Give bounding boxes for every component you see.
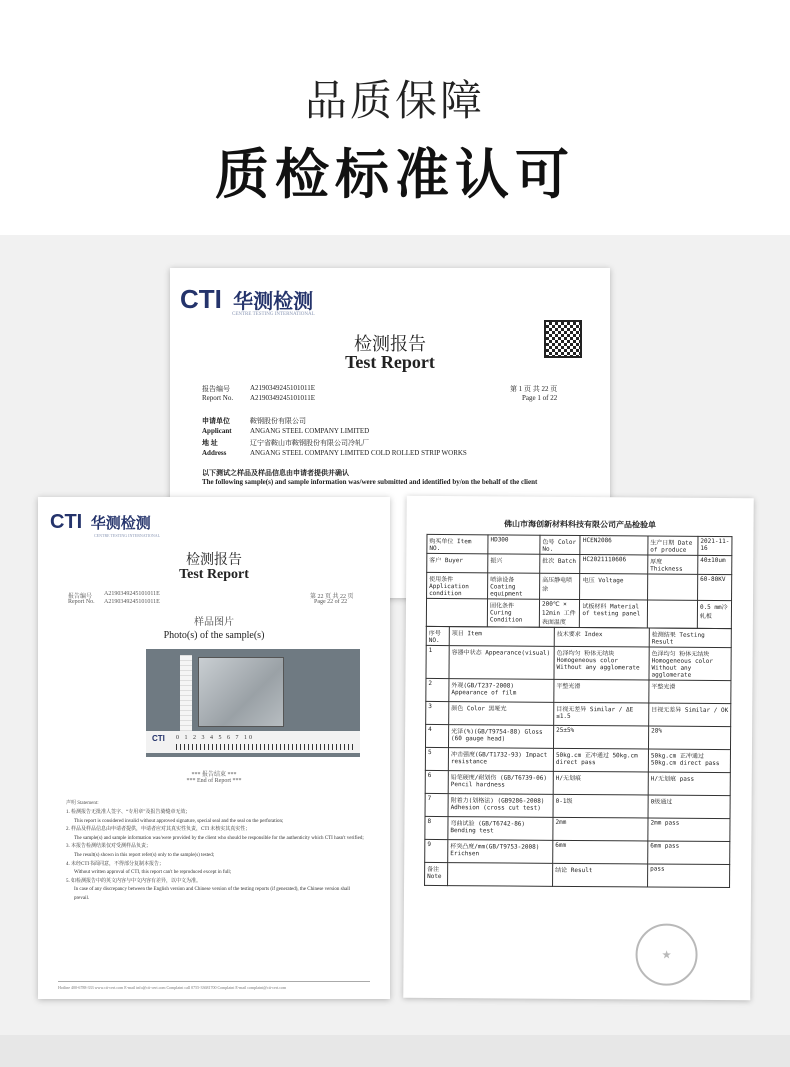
address-label-en: Address (202, 449, 227, 457)
applicant-value-en: ANGANG STEEL COMPANY LIMITED (250, 427, 370, 435)
end-of-report-en: *** End of Report *** (186, 778, 242, 784)
report-title-cn: 检测报告 (186, 552, 242, 568)
header-cell: 电压 Voltage (580, 574, 648, 600)
table-cell: 0-1级 (553, 794, 648, 818)
report-title-cn: 检测报告 (354, 334, 426, 355)
table-cell: 25±5% (553, 725, 648, 749)
table-cell: H/无划痕 (553, 771, 648, 795)
sample-photo (146, 649, 360, 757)
report-no-value-en: A2190349245101011E (250, 394, 316, 402)
table-row (425, 862, 730, 887)
table-cell: 6mm (553, 840, 648, 864)
report-no-label-en: Report No. (68, 599, 95, 605)
header-cell: HD300 (488, 535, 540, 554)
table-cell: 7 (425, 793, 448, 816)
report-no-value: A2190349245101011E (104, 591, 160, 597)
header-row (427, 553, 732, 574)
table-cell: 2mm (553, 817, 648, 841)
table-row (426, 724, 731, 749)
table-cell: 6mm pass (648, 841, 730, 865)
ruler-logo: CTI (152, 734, 165, 743)
table-row (425, 839, 730, 864)
table-cell: 附着力(划格法) (GB9286-2008) Adhesion (cross cut test) (448, 794, 553, 818)
header-cell: 0.5 mm冷轧板 (697, 600, 731, 628)
statement-line: 1. 检测报告无批准人签字、“专用章”及报告骑缝章无效； (66, 810, 191, 815)
end-of-report-cn: *** 报告结束 *** (191, 772, 237, 778)
table-row (426, 678, 731, 703)
header-cell: 高压静电喷涂 (540, 573, 581, 599)
report-no-label-en: Report No. (202, 394, 234, 402)
table-cell: 4 (426, 724, 449, 747)
table-cell: 备注 Note (425, 862, 448, 885)
report-no-label-cn: 报告编号 (68, 594, 93, 600)
table-cell: 8 (425, 816, 448, 839)
header-cell: 色号 Color No. (540, 535, 581, 554)
page-number-en: Page 1 of 22 (522, 394, 558, 402)
table-cell: 50kg.cm 正冲通过 50kg.cm direct pass (648, 749, 730, 773)
bottom-band (0, 1035, 790, 1067)
ruler-horizontal (146, 731, 360, 753)
company-stamp (635, 923, 697, 985)
report-no-label-cn: 报告编号 (202, 385, 230, 393)
page-number-en: Page 22 of 22 (314, 599, 348, 605)
photo-title-en: Photo(s) of the sample(s) (163, 630, 265, 641)
photo-title-cn: 样品图片 (194, 617, 234, 628)
address-label-cn: 地 址 (202, 439, 218, 447)
cti-logo: CTI 华测检测 (50, 511, 151, 533)
inspection-title: 佛山市海创新材料科技有限公司产品检验单 (504, 519, 657, 530)
table-cell: 28% (648, 726, 730, 750)
header-cell: 试板材料 Material of testing panel (580, 600, 648, 628)
header-cell: HC2021110606 (580, 555, 648, 574)
statement-line: 5. 如检测报告中的英文内容与中文内容有差异，以中文为准。 (66, 878, 202, 884)
table-cell: 弯曲试验 (GB/T6742-86) Bending test (448, 817, 553, 841)
page-number-cn: 第 1 页 共 22 页 (510, 385, 558, 393)
table-cell: 颜色 Color 黑哑光 (449, 702, 554, 726)
header-cell: 2021-11-16 (698, 536, 732, 555)
header-cell: 厚度 Thickness (648, 555, 698, 574)
table-cell: H/无划痕 pass (648, 772, 730, 796)
heading-inspection-certified: 质检标准认可 (215, 143, 575, 206)
header-cell: 喷涂设备 Coating equipment (488, 573, 540, 599)
sample-note-cn: 以下测试之样品及样品信息由申请者提供并确认 (202, 469, 349, 477)
header-cell: 振兴 (488, 554, 540, 573)
header-cell: 60-80KV (698, 574, 732, 600)
header-cell: 批次 Batch (540, 554, 581, 573)
ruler-vertical (180, 655, 192, 741)
col-header-result: 检测结果 Testing Result (649, 628, 731, 648)
inspection-results-table (424, 626, 732, 888)
header-cell (647, 600, 697, 628)
statement-line: 3. 本报告检测结果仅对受测样品负责； (66, 844, 152, 850)
statement-line: The result(s) shown in this report refer(s) only to the sample(s) tested; (74, 852, 215, 858)
table-cell: 铅笔硬度/耐划伤 (GB/T6739-06) Pencil hardness (448, 771, 553, 795)
table-cell: 容器中状态 Appearance(visual) (449, 646, 554, 680)
header-row (427, 534, 732, 555)
table-row (425, 747, 730, 772)
report-no-value-cn: A2190349245101011E (250, 384, 316, 392)
header-row (426, 598, 731, 628)
table-cell: 色泽均匀 粉体无结块 Homogeneous color Without any agglomerate (649, 647, 731, 681)
logo-subtitle: CENTRE TESTING INTERNATIONAL (94, 533, 161, 538)
header-cell: 固化条件 Curing Condition (487, 599, 539, 627)
statement-line: In case of any discrepancy between the English version and Chinese version of the testing reports (if generated), the Chinese version shall prevail. (74, 887, 351, 901)
address-value-en: ANGANG STEEL COMPANY LIMITED COLD ROLLED STRIP WORKS (250, 449, 467, 457)
table-row (425, 816, 730, 841)
table-cell: 目视无差异 Similar / ΔE ≤1.5 (554, 702, 649, 726)
footer-rule (58, 981, 370, 982)
table-cell: 外观(GB/T237-2008) Appearance of film (449, 679, 554, 703)
ruler-numbers: 0 1 2 3 4 5 6 7 10 (176, 735, 254, 741)
statement-line: This report is considered invalid without approved signature, special seal and the seal on the perforation; (74, 818, 284, 824)
address-value-cn: 辽宁省鞍山市鞍钢股份有限公司冷轧厂 (250, 439, 369, 447)
inspection-header-table (426, 534, 733, 629)
test-report-photo-page (38, 497, 390, 999)
table-cell: 1 (426, 645, 449, 678)
report-title-en: Test Report (345, 352, 435, 372)
statement-line: The sample(s) and sample information was/were provided by the client who should be responsible for the authenticity which CTI hasn't verified; (74, 835, 364, 841)
table-cell: 3 (426, 701, 449, 724)
heading-quality-assurance: 品质保障 (304, 76, 485, 125)
applicant-value-cn: 鞍钢股份有限公司 (250, 417, 306, 425)
applicant-label-en: Applicant (202, 427, 232, 435)
header-cell: 40±10um (698, 555, 732, 574)
report-footer: Hotline 400-6788-333 www.cti-cert.com E-mail info@cti-cert.com Complaint call 0755-33681700 Complaint E-mail complaint@cti-cert.com (58, 985, 287, 990)
table-cell (448, 863, 553, 887)
header-cell: 客户 Buyer (427, 553, 488, 572)
report-title-en: Test Report (179, 567, 249, 582)
header-cell: 购买单位 Item NO. (427, 534, 488, 553)
header-cell: 生产日期 Date of produce (648, 536, 698, 555)
header-cell: 使用条件 Application condition (427, 572, 488, 598)
col-header-item: 项目 Item (449, 627, 554, 647)
statement-title: 声明 Statement: (66, 801, 99, 806)
table-cell: pass (648, 864, 730, 888)
header-cell: HCEN2086 (580, 536, 648, 555)
table-cell: 平整光滑 (649, 680, 731, 704)
steel-panel (198, 657, 284, 727)
inspection-sheet (403, 496, 753, 1000)
page-number-cn: 第 22 页 共 22 页 (310, 594, 354, 600)
table-row (426, 701, 731, 726)
table-cell: 杯突凸度/mm(GB/T9753-2008) Erichsen (448, 840, 553, 864)
table-cell: 光泽(%)(GB/T9754-88) Gloss (60 gauge head) (448, 725, 553, 749)
table-cell: 冲击强度(GB/T1732-93) Impact resistance (448, 748, 553, 772)
header-cell (426, 598, 487, 626)
table-cell: 色泽均匀 粉体无结块 Homogeneous color Without any agglomerate (554, 646, 649, 680)
table-cell: 结论 Result (553, 863, 648, 887)
statement-line: 4. 未经CTI书面同意，不得部分复制本报告； (66, 861, 165, 867)
sample-note-en: The following sample(s) and sample information was/were submitted and identified by/on the behalf of the client (202, 478, 538, 486)
header-cell (647, 574, 697, 600)
logo-subtitle: CENTRE TESTING INTERNATIONAL (232, 312, 315, 317)
table-cell: 9 (425, 839, 448, 862)
table-row (426, 645, 731, 680)
header-row (427, 572, 732, 600)
table-row (425, 793, 730, 818)
table-row (425, 770, 730, 795)
table-cell: 0级通过 (648, 795, 730, 819)
table-cell: 50kg.cm 正冲通过 50kg.cm direct pass (553, 748, 648, 772)
applicant-label-cn: 申请单位 (202, 417, 230, 425)
table-cell: 2mm pass (648, 818, 730, 842)
ruler-ticks (176, 744, 356, 750)
header-cell: 200℃ × 12min 工件表面温度 (539, 599, 580, 627)
results-header-row (426, 626, 731, 647)
table-cell: 6 (425, 770, 448, 793)
table-cell: 目视无差异 Similar / OK (649, 703, 731, 727)
report-no-value-en: A2190349245101011E (104, 599, 160, 605)
statement-line: Without written approval of CTI, this report can't be reproduced except in full; (74, 870, 232, 876)
statement-line: 2. 样品及样品信息由申请者提供，申请者应对其真实性负责，CTI 未核实其真实性； (66, 827, 251, 833)
table-cell: 2 (426, 678, 449, 701)
statement-list (66, 809, 366, 904)
table-cell: 5 (425, 747, 448, 770)
table-cell: 平整光滑 (554, 679, 649, 703)
cti-logo: CTI 华测检测 (180, 284, 314, 314)
col-header-no: 序号 NO. (426, 626, 449, 645)
stamp-star-icon: ★ (661, 943, 672, 963)
col-header-index: 技术要求 Index (554, 627, 649, 647)
